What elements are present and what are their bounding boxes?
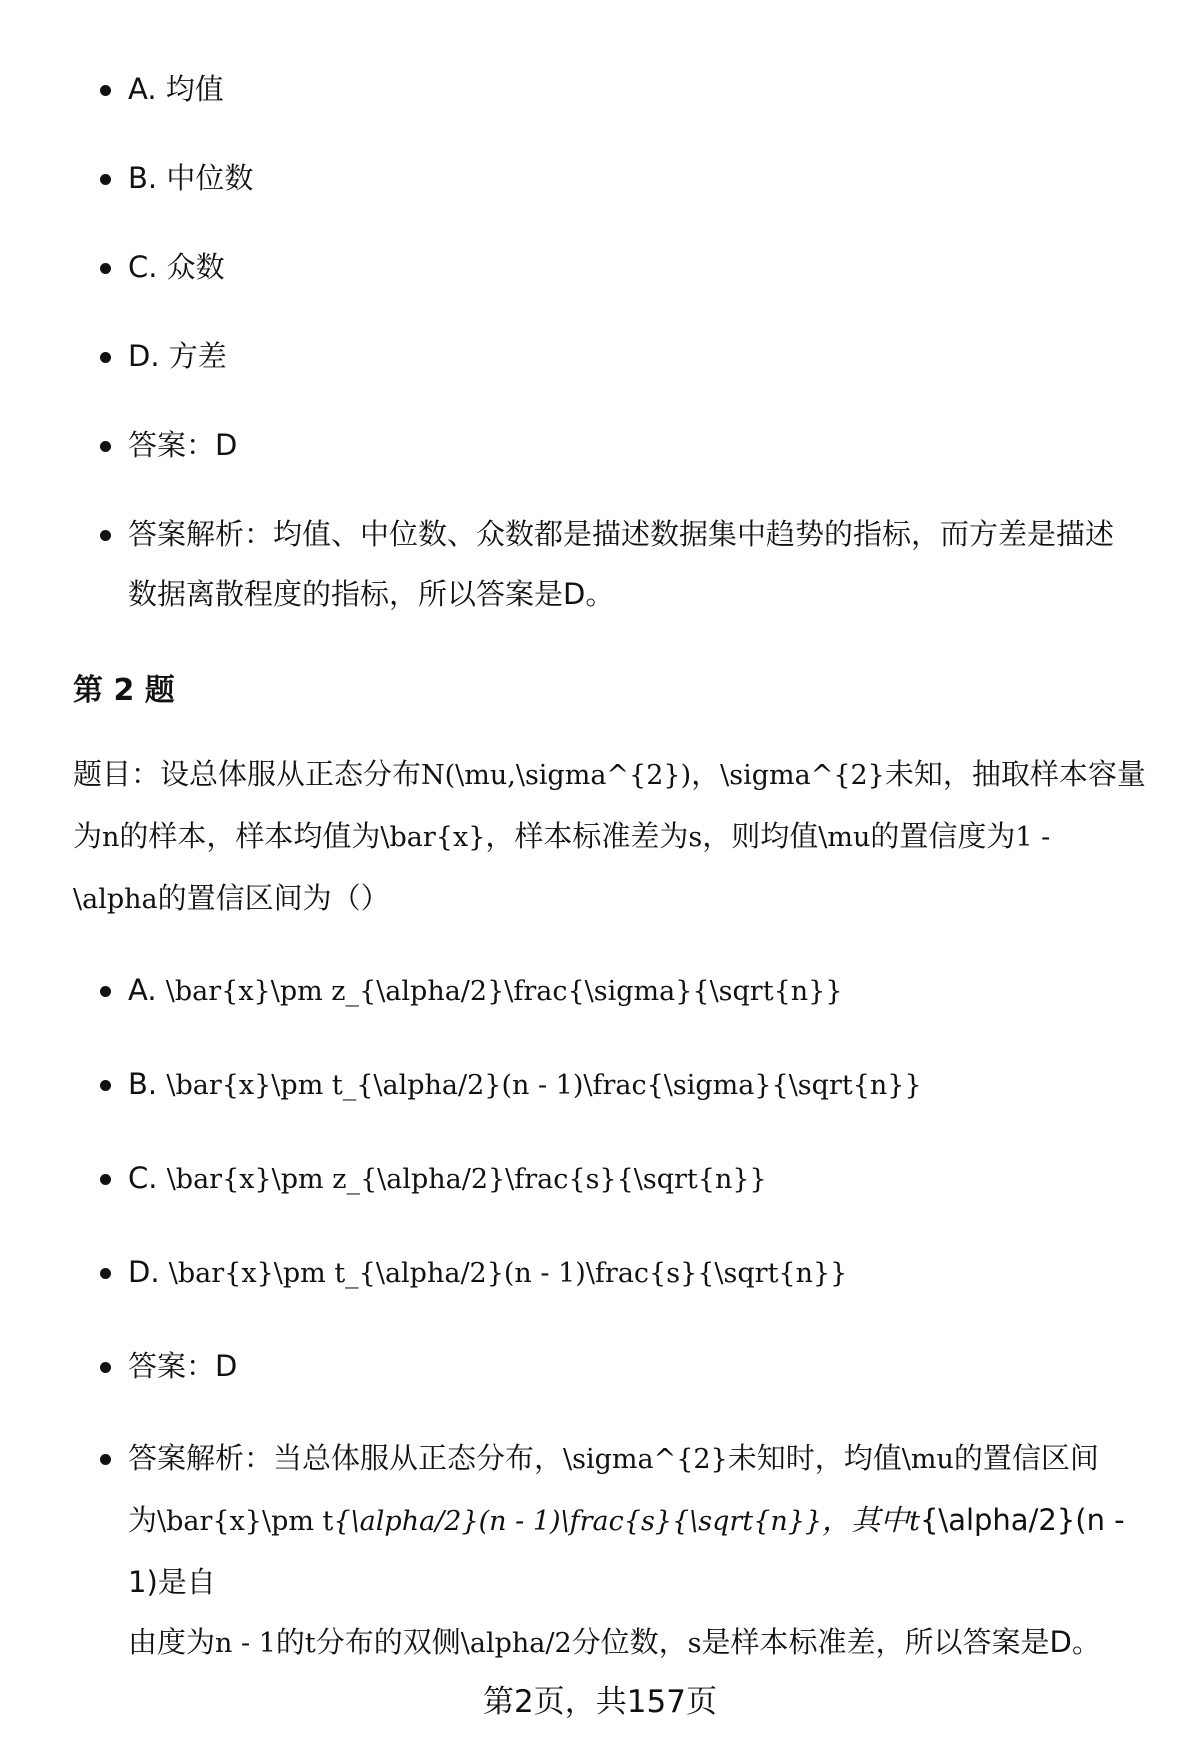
q2-expl-text-c4: 分位数，: [571, 1625, 688, 1659]
q2-option-c-formula: \bar{x}\pm z_{\alpha/2}\frac{s}{\sqrt{n}}: [166, 1164, 767, 1195]
q2-stem-math-5: s: [688, 822, 703, 853]
q2-option-a-formula: \bar{x}\pm z_{\alpha/2}\frac{\sigma}{\sqrt{n}}: [165, 976, 843, 1007]
q1-option-b: B. 中位数: [73, 148, 1153, 208]
q2-stem-math-8: \alpha: [73, 884, 158, 915]
q2-expl-text-b3: {\alpha/2}(n - 1)是自: [128, 1503, 1125, 1599]
q2-explanation: [73, 1428, 1153, 1674]
q2-stem-math-6: \mu: [818, 822, 871, 853]
q2-option-c: [73, 1148, 1153, 1210]
q2-expl-text-c3: 分布的双侧: [315, 1625, 461, 1659]
q1-option-list: [73, 59, 1153, 624]
q2-stem-text-4: 为: [73, 819, 103, 853]
q2-stem-text-9: 的置信区间为（）: [157, 881, 390, 915]
q2-expl-math-c4: s: [687, 1628, 702, 1659]
q2-expl-math-a1: \sigma^{2}: [563, 1444, 728, 1475]
q2-stem-text-1: 题目：设总体服从正态分布: [73, 757, 422, 791]
q2-option-c-label: C.: [128, 1161, 167, 1195]
q2-option-b-formula: \bar{x}\pm t_{\alpha/2}(n - 1)\frac{\sigma}{\sqrt{n}}: [166, 1070, 922, 1101]
q2-stem-math-3: n: [102, 822, 120, 853]
q2-stem-text-3: 未知，抽取样本容量: [884, 757, 1146, 791]
q2-option-d-formula: \bar{x}\pm t_{\alpha/2}(n - 1)\frac{s}{\sqrt{n}}: [168, 1258, 848, 1289]
page-footer: 第2页，共157页: [483, 1684, 717, 1720]
q2-expl-text-b1: 为: [128, 1503, 158, 1537]
q2-stem-text-5: 的样本，样本均值为: [119, 819, 381, 853]
q2-option-a: [73, 960, 1153, 1022]
q2-stem-text-2: ，: [691, 757, 721, 791]
q2-expl-math-a2: \mu: [901, 1444, 954, 1475]
q2-expl-math-c1: n - 1: [215, 1628, 276, 1659]
q2-option-list: [73, 960, 1153, 1674]
q1-explanation-line2: 数据离散程度的指标，所以答案是D。: [128, 577, 615, 611]
q2-stem-text-8: 的置信度为: [870, 819, 1016, 853]
q2-stem-math-1: N(\mu,\sigma^{2}): [421, 760, 692, 791]
q2-expl-math-c3: \alpha/2: [460, 1628, 572, 1659]
q2-stem-math-2: \sigma^{2}: [720, 760, 885, 791]
q2-expl-text-a1: 答案解析：当总体服从正态分布，: [128, 1441, 564, 1475]
q2-stem: [73, 744, 1153, 930]
q1-option-d: D. 方差: [73, 326, 1153, 386]
q2-expl-math-b1: \bar{x}\pm t: [157, 1506, 334, 1537]
q1-option-c: C. 众数: [73, 237, 1153, 297]
q2-expl-text-b2: ，其中: [822, 1503, 910, 1537]
q2-expl-text-c1: 由度为: [128, 1625, 216, 1659]
q2-option-d: [73, 1242, 1153, 1304]
q2-stem-math-4: \bar{x}: [380, 822, 486, 853]
q2-answer: 答案：D: [73, 1336, 1153, 1396]
q1-answer: 答案：D: [73, 415, 1153, 475]
q2-option-b-label: B.: [128, 1067, 167, 1101]
q2-stem-text-6: ，样本标准差为: [485, 819, 689, 853]
q2-expl-text-c5: 是样本标准差，所以答案是D。: [701, 1625, 1101, 1659]
q2-stem-text-7: ，则均值: [702, 819, 819, 853]
q1-option-a: A. 均值: [73, 59, 1153, 119]
q2-expl-math-b2: {\alpha/2}(n - 1)\frac{s}{\sqrt{n}}: [333, 1506, 823, 1537]
q2-expl-math-b3: t: [909, 1506, 920, 1537]
q2-option-d-label: D.: [128, 1255, 169, 1289]
q1-explanation: [73, 504, 1153, 624]
q2-expl-text-c2: 的: [275, 1625, 305, 1659]
q2-option-a-label: A.: [128, 973, 166, 1007]
q2-expl-text-a3: 的置信区间: [953, 1441, 1099, 1475]
q2-stem-math-7: 1 -: [1015, 822, 1051, 853]
q2-expl-text-a2: 未知时，均值: [727, 1441, 902, 1475]
q2-option-b: [73, 1054, 1153, 1116]
question-2-heading: 第 2 题: [73, 673, 175, 708]
q1-explanation-line1: 答案解析：均值、中位数、众数都是描述数据集中趋势的指标，而方差是描述: [128, 517, 1115, 551]
q2-expl-math-c2: t: [304, 1628, 316, 1659]
